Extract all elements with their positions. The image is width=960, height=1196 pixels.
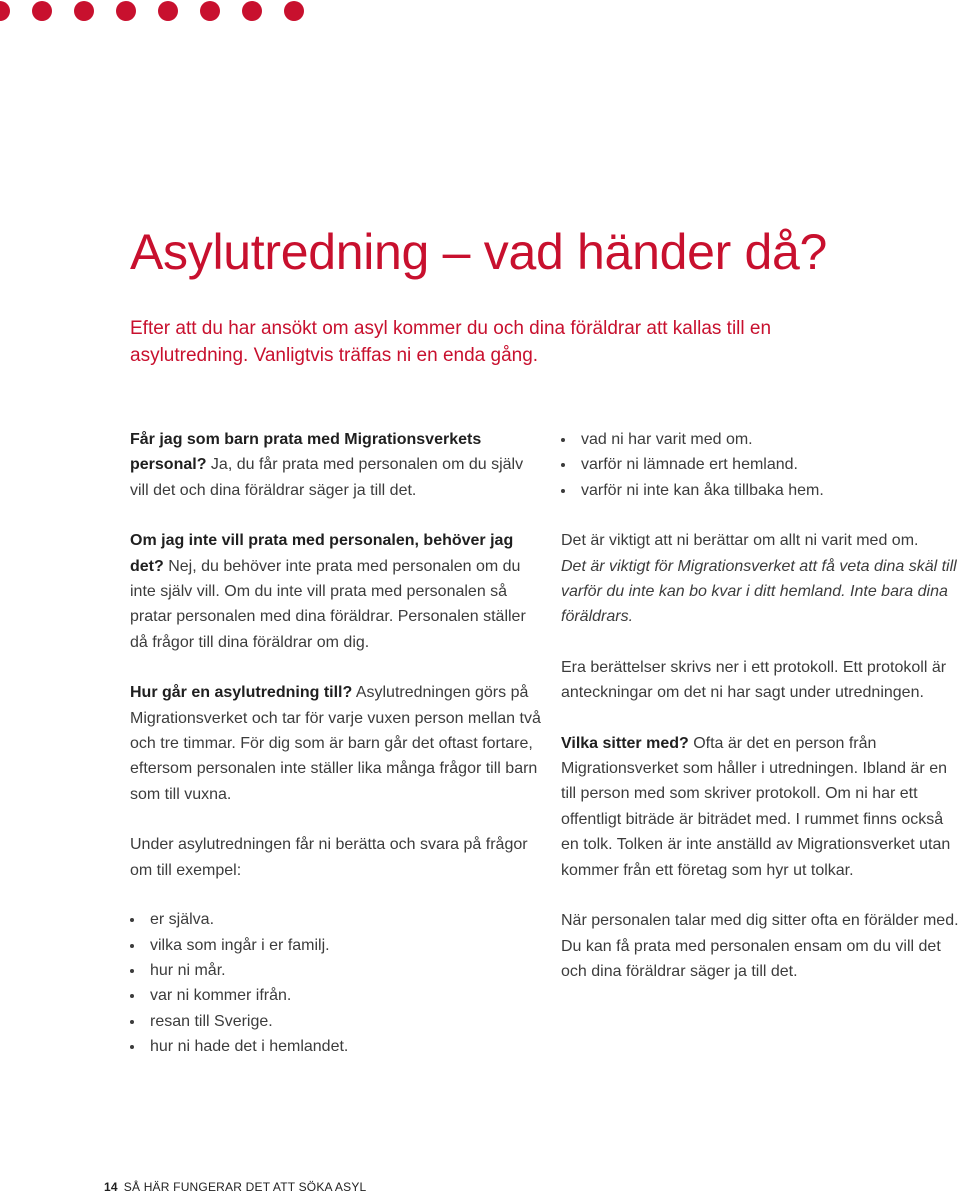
page-footer xyxy=(104,1180,366,1194)
left-column xyxy=(130,427,542,1060)
dot-icon xyxy=(32,1,52,21)
question: Vilka sitter med? xyxy=(561,734,689,752)
intro-paragraph: Efter att du har ansökt om asyl kommer du och dina föräldrar att kallas till en asylutredning. Vanligtvis träffas ni en enda gång. xyxy=(130,318,772,366)
parent-paragraph: När personalen talar med dig sitter ofta en förälder med. Du kan få prata med personalen ensam om du vill det och dina föräldrar säger ja till det. xyxy=(561,912,959,980)
importance-text: Det är viktigt att ni berättar om allt ni varit med om. xyxy=(561,532,919,550)
question: Hur går en asylutredning till? xyxy=(130,684,353,702)
dot-icon xyxy=(74,1,94,21)
topics-list xyxy=(130,907,542,1059)
answer: Asylutredningen görs på Migrationsverket och tar för varje vuxen person mellan två och tre timmar. För dig som är barn går det oftast fortare, eftersom personalen inte ställer lika många frågor till barn som till vuxna. xyxy=(130,684,541,803)
dot-icon xyxy=(242,1,262,21)
answer: Nej, du behöver inte prata med personalen om du inte själv vill. Om du inte vill prata med personalen så pratar personalen med dina föräldrar. Personalen ställer då frågor till dina föräldrar om dig. xyxy=(130,557,526,651)
list-item: resan till Sverige. xyxy=(130,1009,542,1034)
protocol-paragraph: Era berättelser skrivs ner i ett protokoll. Ett protokoll är anteckningar om det ni har sagt under utredningen. xyxy=(561,658,947,702)
question: Om jag inte vill prata med personalen, behöver jag det? xyxy=(130,532,514,575)
footer-title: SÅ HÄR FUNGERAR DET ATT SÖKA ASYL xyxy=(123,1180,367,1194)
decorative-dots xyxy=(0,1,320,23)
right-column xyxy=(561,427,960,984)
section-who-attends xyxy=(561,731,960,883)
list-item: vad ni har varit med om. xyxy=(561,427,960,452)
section-not-talk xyxy=(130,528,542,655)
importance-italic: Det är viktigt för Migrationsverket att få veta dina skäl till varför du inte kan bo kvar i ditt hemland. Inte bara dina föräldrars. xyxy=(561,557,957,626)
list-item: hur ni mår. xyxy=(130,958,542,983)
dot-icon xyxy=(158,1,178,21)
list-item: er själva. xyxy=(130,907,542,932)
answer: Ofta är det en person från Migrationsverket som håller i utredningen. Ibland är en till person med som skriver protokoll. Om ni har ett offentligt biträde är biträdet med. I rummet finns också en tolk. Tolken är inte anställd av Migrationsverket utan kommer från ett företag som hyr ut tolkar. xyxy=(561,734,951,879)
topics-list-continued xyxy=(561,427,960,503)
list-item: hur ni hade det i hemlandet. xyxy=(130,1034,542,1059)
answer: Ja, du får prata med personalen om du själv vill det och dina föräldrar säger ja till det. xyxy=(130,456,524,499)
section-children-staff xyxy=(130,427,542,503)
list-item: varför ni lämnade ert hemland. xyxy=(561,452,960,477)
list-item: vilka som ingår i er familj. xyxy=(130,933,542,958)
section-how-it-works xyxy=(130,680,542,807)
dot-icon xyxy=(0,1,10,21)
topics-intro: Under asylutredningen får ni berätta och svara på frågor om till exempel: xyxy=(130,836,528,879)
page-number: 14 xyxy=(104,1180,118,1194)
page-title: Asylutredning – vad händer då? xyxy=(130,224,828,280)
dot-icon xyxy=(116,1,136,21)
list-item: varför ni inte kan åka tillbaka hem. xyxy=(561,478,960,503)
importance-paragraph xyxy=(561,528,960,630)
dot-icon xyxy=(284,1,304,21)
question: Får jag som barn prata med Migrationsverkets personal? xyxy=(130,431,482,474)
list-item: var ni kommer ifrån. xyxy=(130,983,542,1008)
dot-icon xyxy=(200,1,220,21)
